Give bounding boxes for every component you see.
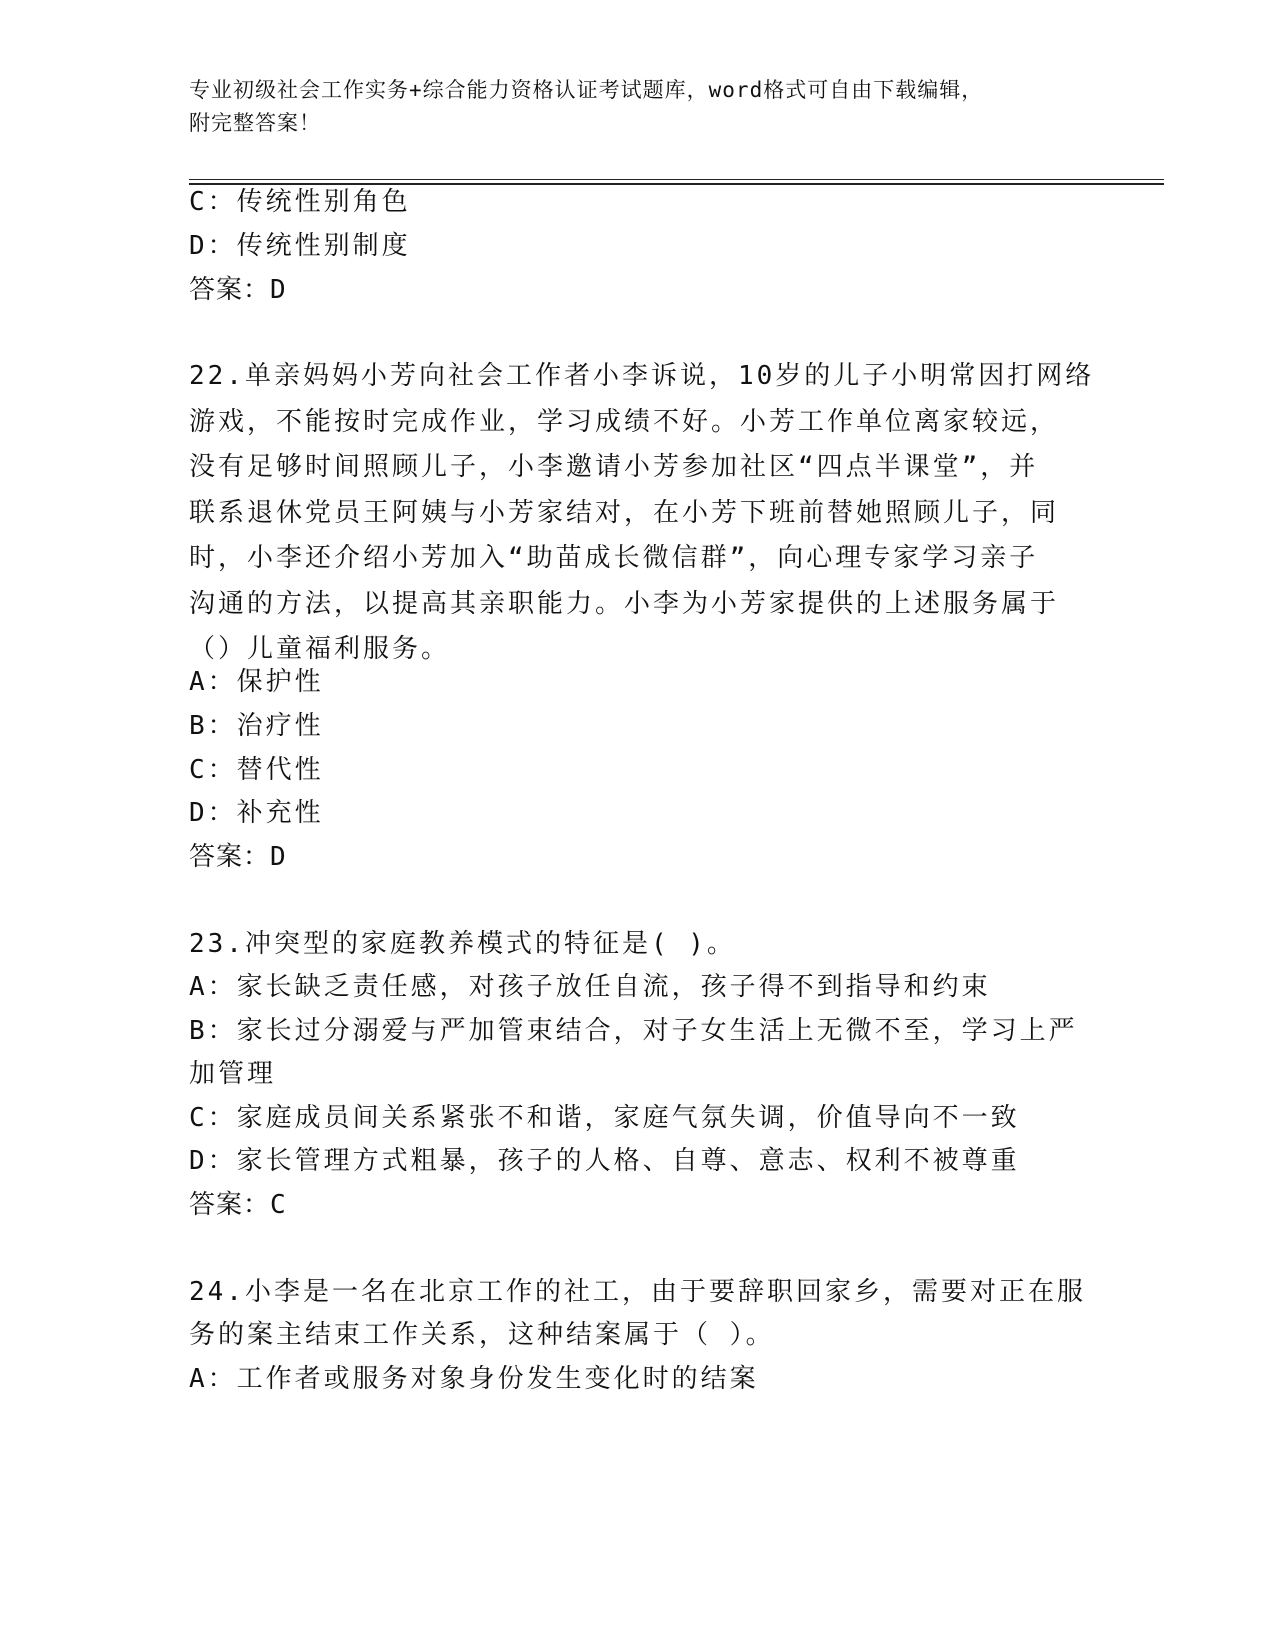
- q23-answer: 答案：C: [189, 1190, 287, 1220]
- q22-stem-line: （）儿童福利服务。: [189, 634, 451, 664]
- q24-option-a: A：工作者或服务对象身份发生变化时的结案: [189, 1364, 759, 1394]
- q22-stem-line: 联系退休党员王阿姨与小芳家结对，在小芳下班前替她照顾儿子，同: [189, 497, 1060, 528]
- document-header: [189, 74, 1089, 140]
- q23-option-c: C：家庭成员间关系紧张不和谐，家庭气氛失调，价值导向不一致: [189, 1103, 1020, 1133]
- q24-stem-continued: 务的案主结束工作关系，这种结案属于（ ）。: [189, 1320, 775, 1350]
- q22-stem-line: 时，小李还介绍小芳加入“助苗成长微信群”，向心理专家学习亲子: [189, 543, 1039, 573]
- q22-stem-line: 没有足够时间照顾儿子，小李邀请小芳参加社区“四点半课堂”，并: [189, 452, 1039, 482]
- q22-answer: 答案：D: [189, 842, 287, 872]
- q22-stem-line: 游戏，不能按时完成作业，学习成绩不好。小芳工作单位离家较远，: [189, 406, 1060, 437]
- q22-option-c: C：替代性: [189, 755, 324, 785]
- q22-option-d: D：补充性: [189, 798, 324, 828]
- q22-stem-line: 沟通的方法，以提高其亲职能力。小李为小芳家提供的上述服务属于: [189, 588, 1060, 619]
- q21-answer: 答案：D: [189, 275, 287, 305]
- q21-option-c: C：传统性别角色: [189, 187, 411, 217]
- q23-option-b: B：家长过分溺爱与严加管束结合，对子女生活上无微不至，学习上严: [189, 1016, 1078, 1046]
- q24-stem: 24.小李是一名在北京工作的社工，由于要辞职回家乡，需要对正在服: [189, 1277, 1086, 1307]
- header-line-1: 专业初级社会工作实务+综合能力资格认证考试题库，word格式可自由下载编辑，: [189, 78, 984, 102]
- q22-option-a: A：保护性: [189, 667, 324, 697]
- q22-stem: [189, 354, 1095, 673]
- q23-stem: 23.冲突型的家庭教养模式的特征是( )。: [189, 929, 736, 959]
- header-line-2: 附完整答案！: [189, 111, 321, 135]
- q23-option-b-continued: 加管理: [189, 1059, 277, 1089]
- q22-option-b: B：治疗性: [189, 711, 324, 741]
- q22-stem-line: 22.单亲妈妈小芳向社会工作者小李诉说，10岁的儿子小明常因打网络: [189, 361, 1095, 391]
- q23-option-a: A：家长缺乏责任感，对孩子放任自流，孩子得不到指导和约束: [189, 972, 991, 1002]
- q21-option-d: D：传统性别制度: [189, 231, 411, 261]
- q23-option-d: D：家长管理方式粗暴，孩子的人格、自尊、意志、权利不被尊重: [189, 1146, 1020, 1176]
